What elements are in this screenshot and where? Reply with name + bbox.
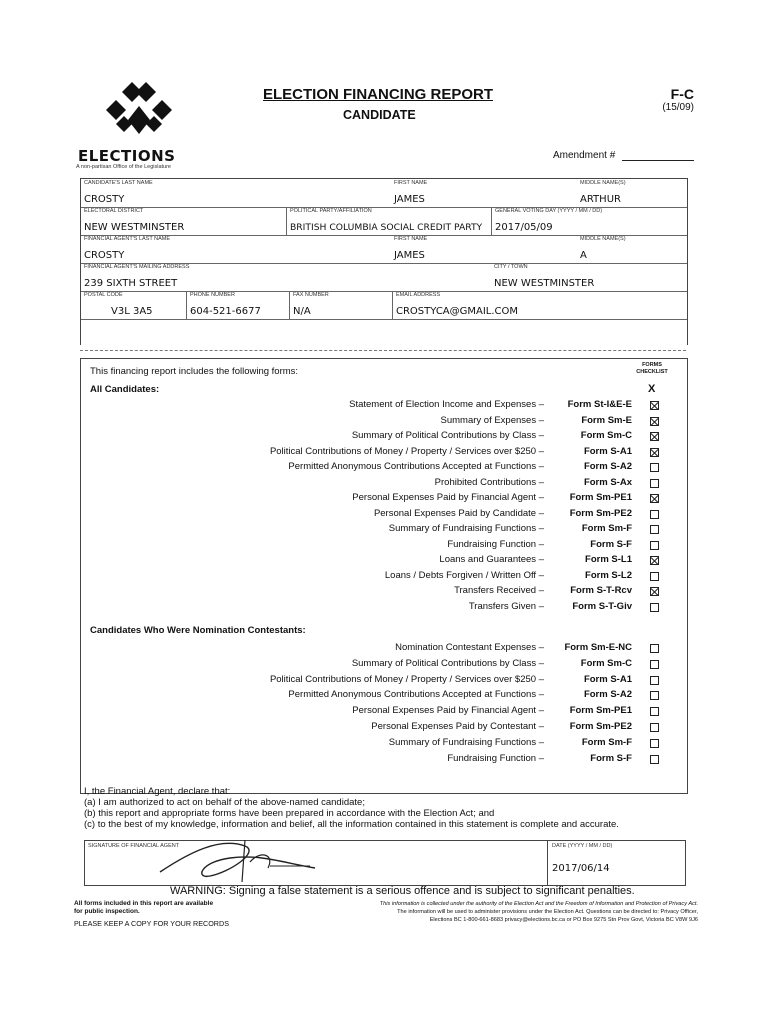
field-label: EMAIL ADDRESS [396,292,441,298]
form-checkbox[interactable] [650,556,659,565]
form-checkbox[interactable] [650,432,659,441]
candidate-first-name: JAMES [394,194,425,205]
general-voting-day: 2017/05/09 [495,222,553,233]
field-label: FAX NUMBER [293,292,329,298]
field-label: GENERAL VOTING DAY (YYYY / MM / DD) [495,208,603,214]
form-code-label: Form Sm-F [581,736,632,748]
field-label: ELECTORAL DISTRICT [84,208,144,214]
phone-number: 604-521-6677 [190,306,261,317]
form-description: Permitted Anonymous Contributions Accepted at Functions – [288,461,544,472]
form-description: Statement of Election Income and Expenses – [349,399,544,410]
address-cell[interactable] [81,263,491,291]
postal-code-cell[interactable] [81,291,186,319]
group-nomination-contestants: Candidates Who Were Nomination Contestants: [90,625,306,636]
field-label: CANDIDATE'S LAST NAME [84,180,153,186]
form-checkbox[interactable] [650,723,659,732]
form-code-label: Form St-I&E-E [567,399,632,410]
city-town: NEW WESTMINSTER [494,278,595,289]
form-description: Personal Expenses Paid by Financial Agent – [352,492,544,503]
postal-code: V3L 3A5 [111,306,153,317]
form-code-label: Form Sm-E [581,414,632,426]
date-label: DATE (YYYY / MM / DD) [552,843,613,849]
form-description: Summary of Fundraising Functions – [388,736,544,748]
form-description: Summary of Political Contributions by Class – [351,430,544,441]
section-divider [80,350,686,351]
form-checkbox[interactable] [650,691,659,700]
agent-last-name: CROSTY [84,250,125,261]
field-label: FINANCIAL AGENT'S MAILING ADDRESS [84,264,190,270]
form-checkbox[interactable] [650,676,659,685]
checklist-header-line1: FORMS [642,362,662,368]
checklist-mark: X [648,383,656,395]
warning-text: WARNING: Signing a false statement is a serious offence and is subject to significant penalties. [170,885,635,897]
footer-right-3: Elections BC 1-800-661-8683 privacy@elections.bc.ca or PO Box 9275 Stn Prov Govt, Victoria BC V8W 9J6 [429,917,698,923]
form-checkbox[interactable] [650,510,659,519]
brand-name: ELECTIONS [78,147,176,165]
form-description: Personal Expenses Paid by Financial Agent – [352,705,544,717]
political-party: BRITISH COLUMBIA SOCIAL CREDIT PARTY [290,222,483,233]
field-label: MIDDLE NAME(S) [580,236,626,242]
declaration-line: (a) I am authorized to act on behalf of the above-named candidate; [84,797,365,808]
declaration [84,786,619,830]
email-address: CROSTYCA@GMAIL.COM [396,306,519,317]
candidate-last-name: CROSTY [84,194,125,205]
handwritten-signature[interactable] [150,832,320,888]
address-row [81,263,687,292]
mailing-address: 239 SIXTH STREET [84,278,178,289]
form-checkbox[interactable] [650,587,659,596]
form-checkbox[interactable] [650,448,659,457]
form-checkbox[interactable] [650,603,659,612]
city-cell[interactable] [491,263,687,291]
district-cell[interactable] [81,207,286,235]
fax-cell[interactable] [289,291,393,319]
form-code: F-C [670,86,694,102]
form-description: Political Contributions of Money / Property / Services over $250 – [269,445,544,457]
fax-number: N/A [293,306,311,317]
form-checkbox[interactable] [650,644,659,653]
signature-label: SIGNATURE OF FINANCIAL AGENT [88,843,180,849]
form-code-label: Form S-T-Rcv [570,585,632,596]
field-label: FIRST NAME [394,236,428,242]
candidate-name-row [81,179,687,208]
form-checkbox[interactable] [650,401,659,410]
declaration-line: (b) this report and appropriate forms have been prepared in accordance with the Election Act; and [84,808,495,819]
form-description: Summary of Political Contributions by Class – [351,657,544,669]
form-checkbox[interactable] [650,417,659,426]
form-code-label: Form Sm-F [581,523,632,534]
declaration-line: (c) to the best of my knowledge, information and belief, all the information contained in this statement is complete and accurate. [84,819,619,830]
field-label: POLITICAL PARTY/AFFILIATION [290,208,372,214]
footer-left-3: PLEASE KEEP A COPY FOR YOUR RECORDS [74,919,229,928]
signature-date: 2017/06/14 [552,863,610,874]
form-description: Transfers Received – [454,585,544,596]
form-code-label: Form S-A2 [583,461,632,472]
field-label: POSTAL CODE [84,292,123,298]
form-code-label: Form Sm-PE2 [569,721,632,732]
field-label: MIDDLE NAME(S) [580,180,626,186]
form-checkbox[interactable] [650,755,659,764]
voting-day-cell[interactable] [491,207,688,235]
footer-left-1: All forms included in this report are available [74,900,214,907]
form-code-label: Form S-T-Giv [572,600,632,612]
form-code-label: Form S-L2 [585,569,632,581]
agent-middle-name: A [580,250,587,261]
form-description: Loans and Guarantees – [439,554,544,565]
form-code-label: Form S-L1 [585,554,632,565]
declaration-line: I, the Financial Agent, declare that: [84,786,231,797]
field-label: FINANCIAL AGENT'S LAST NAME [84,236,171,242]
form-code-label: Form S-A1 [583,673,632,685]
form-code-label: Form S-F [590,752,632,764]
candidate-middle-name-cell[interactable] [577,179,687,207]
field-label: CITY / TOWN [494,264,528,270]
form-description: Permitted Anonymous Contributions Accepted at Functions – [288,689,544,701]
agent-first-name: JAMES [394,250,425,261]
form-checkbox[interactable] [650,660,659,669]
form-code-label: Form S-A2 [583,689,632,701]
candidate-last-name-cell[interactable] [81,179,391,207]
form-checkbox[interactable] [650,463,659,472]
contact-row [81,291,687,320]
form-checkbox[interactable] [650,494,659,503]
form-description: Fundraising Function – [447,752,544,764]
signature-date-divider [547,841,548,885]
form-code-label: Form S-A1 [583,445,632,457]
form-description: Fundraising Function – [447,538,544,550]
elections-bc-logo [102,82,176,144]
footer-right-2: The information will be used to administer provisions under the Election Act. Questions can be directed to: Privacy Officer, [397,909,698,915]
form-description: Summary of Fundraising Functions – [388,523,544,534]
report-title: ELECTION FINANCING REPORT [263,86,494,103]
electoral-district: NEW WESTMINSTER [84,222,185,233]
form-version: (15/09) [662,102,694,113]
footer-right-1: This information is collected under the authority of the Election Act and the Freedom of Information and Protection of Privacy Act. [379,901,698,907]
form-code-label: Form Sm-E-NC [564,642,632,653]
amendment-field[interactable] [622,160,694,161]
email-cell[interactable] [392,291,583,319]
agent-last-name-cell[interactable] [81,235,391,263]
footer-left-2: for public inspection. [74,908,140,915]
form-checkbox[interactable] [650,707,659,716]
form-description: Prohibited Contributions – [434,476,544,488]
group-all-candidates: All Candidates: [90,384,160,395]
phone-cell[interactable] [186,291,290,319]
form-description: Political Contributions of Money / Property / Services over $250 – [269,673,544,685]
brand-subtitle: A non-partisan Office of the Legislature [76,164,171,170]
form-description: Personal Expenses Paid by Candidate – [373,507,544,519]
forms-intro: This financing report includes the following forms: [90,366,299,377]
form-description: Summary of Expenses – [440,414,544,426]
report-subtitle: CANDIDATE [343,108,416,122]
form-code-label: Form Sm-C [580,657,632,669]
form-code-label: Form Sm-PE1 [569,492,632,503]
checklist-header-line2: CHECKLIST [636,369,668,375]
form-code-label: Form Sm-PE2 [569,507,632,519]
form-checkbox[interactable] [650,525,659,534]
form-description: Nomination Contestant Expenses – [395,642,544,653]
candidate-middle-name: ARTHUR [580,194,621,205]
info-grid [80,178,688,345]
checklist-header [630,362,674,376]
form-code-label: Form S-F [590,538,632,550]
party-cell[interactable] [286,207,492,235]
district-row [81,207,687,236]
form-description: Personal Expenses Paid by Contestant – [371,721,544,732]
form-checkbox[interactable] [650,739,659,748]
form-description: Transfers Given – [468,600,544,612]
candidate-first-name-cell[interactable] [391,179,577,207]
form-description: Loans / Debts Forgiven / Written Off – [384,569,544,581]
form-code-label: Form S-Ax [583,476,632,488]
form-checkbox[interactable] [650,572,659,581]
field-label: PHONE NUMBER [190,292,235,298]
agent-middle-name-cell[interactable] [577,235,687,263]
agent-first-name-cell[interactable] [391,235,577,263]
form-checkbox[interactable] [650,541,659,550]
form-code-label: Form Sm-PE1 [569,705,632,717]
field-label: FIRST NAME [394,180,428,186]
amendment-label: Amendment # [553,150,616,161]
agent-name-row [81,235,687,264]
form-checkbox[interactable] [650,479,659,488]
form-code-label: Form Sm-C [580,430,632,441]
